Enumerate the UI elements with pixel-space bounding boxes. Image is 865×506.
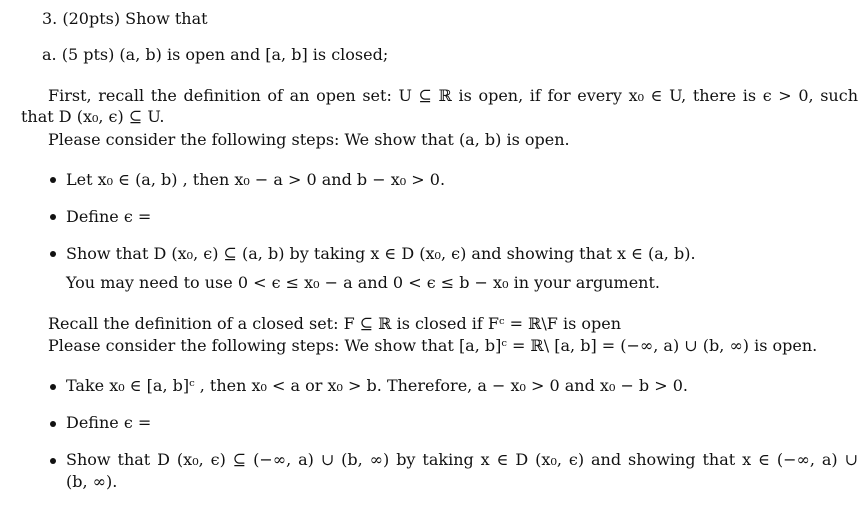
bullet-marker xyxy=(50,177,56,183)
bullet-marker xyxy=(50,384,56,390)
bullet-marker xyxy=(50,214,56,220)
closed-bullet-1: Take x₀ ∈ [a, b]ᶜ , then x₀ < a or x₀ > b. Therefore, a − x₀ > 0 and x₀ − b > 0. xyxy=(66,376,689,395)
bullet-marker xyxy=(50,421,56,427)
open-bullet-3: Show that D (x₀, ϵ) ⊆ (a, b) by taking x ∈ D (x₀, ϵ) and showing that x ∈ (a, b). xyxy=(66,244,696,263)
open-hint: You may need to use 0 < ϵ ≤ x₀ − a and 0 < ϵ ≤ b − x₀ in your argument. xyxy=(66,273,660,292)
open-bullet-1: Let x₀ ∈ (a, b) , then x₀ − a > 0 and b − x₀ > 0. xyxy=(66,170,446,189)
open-set-definition-line1: First, recall the definition of an open set: U ⊆ ℝ is open, if for every x₀ ∈ U, there is ϵ > 0, such xyxy=(48,86,858,105)
problem-heading: 3. (20pts) Show that xyxy=(42,9,208,28)
part-a-heading: a. (5 pts) (a, b) is open and [a, b] is closed; xyxy=(42,45,389,64)
closed-bullet-2: Define ϵ = xyxy=(66,413,152,432)
closed-bullet-3-continuation: (b, ∞). xyxy=(66,472,118,491)
open-steps-intro: Please consider the following steps: We show that (a, b) is open. xyxy=(48,130,570,149)
bullet-marker xyxy=(50,458,56,464)
closed-steps-intro: Please consider the following steps: We show that [a, b]ᶜ = ℝ\ [a, b] = (−∞, a) ∪ (b, ∞) is open. xyxy=(48,336,818,355)
closed-bullet-3: Show that D (x₀, ϵ) ⊆ (−∞, a) ∪ (b, ∞) by taking x ∈ D (x₀, ϵ) and showing that x ∈ (−∞, a) ∪ xyxy=(66,450,858,469)
bullet-marker xyxy=(50,251,56,257)
closed-set-definition: Recall the definition of a closed set: F ⊆ ℝ is closed if Fᶜ = ℝ\F is open xyxy=(48,314,622,333)
open-bullet-2: Define ϵ = xyxy=(66,207,152,226)
open-set-definition-line2: that D (x₀, ϵ) ⊆ U. xyxy=(21,107,165,126)
